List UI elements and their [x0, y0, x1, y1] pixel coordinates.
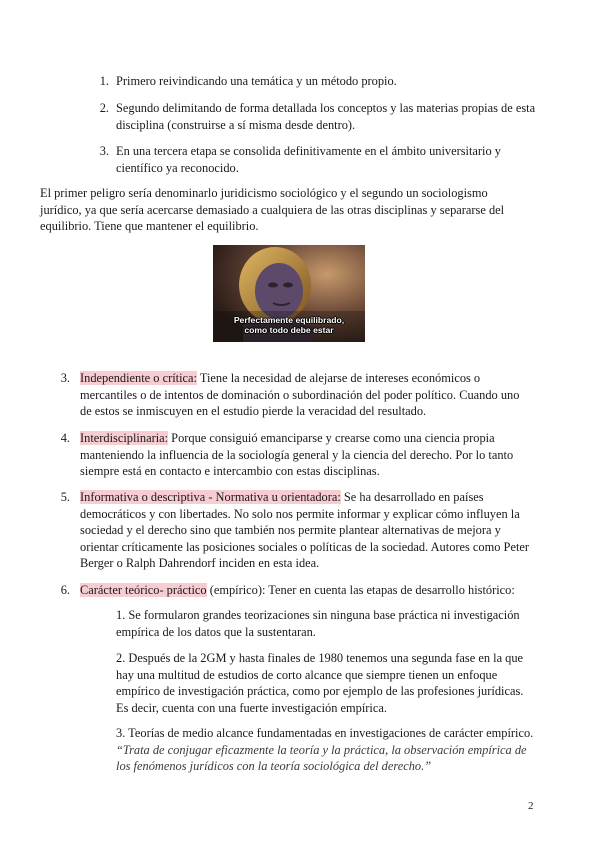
list-number: 2. [99, 101, 109, 115]
highlighted-term: Informativa o descriptiva - Normativa u orientadora: [80, 490, 341, 504]
meme-image [213, 245, 365, 342]
list-item-text: Independiente o crítica: Tiene la necesidad de alejarse de intereses económicos o mercantiles o de intentos de dominación o subordinación del poder político. Cuando uno de estos se inmiscuyen en el estudio pierde la veracidad del resultado. [80, 371, 520, 418]
list-number: 5. [60, 490, 70, 504]
body-paragraph: El primer peligro sería denominarlo juridicismo sociológico y el segundo un sociologismo jurídico, ya que sería acercarse demasiado a cualquiera de las otras disciplinas y separarse del equilibrio. Tiene que mantener el equilibrio. [40, 186, 505, 233]
list-number: 6. [60, 583, 70, 597]
list-item-text: Informativa o descriptiva - Normativa u orientadora: Se ha desarrollado en países democráticos y con libertades. No solo nos permite informar y explicar cómo influyen la sociedad y el derecho sino que también nos permite plantear alternativas de mejora y orientar críticamente las posiciones sociales o políticas de la sociedad. Autores como Peter Berger o Ralph Dahrendorf inciden en esta idea. [80, 490, 530, 570]
list-item-text: Primero reivindicando una temática y un método propio. [116, 74, 397, 88]
list-item-text: Interdisciplinaria: Porque consiguió emanciparse y crearse como una ciencia propia manteniendo la influencia de la sociología general y la ciencia del derecho. Por lo tanto siempre está en contacto e intercambio con estas disciplinas. [80, 431, 514, 478]
list-number: 3. [99, 144, 109, 158]
list-item-text: En una tercera etapa se consolida definitivamente en el ámbito universitario y científico ya reconocido. [116, 144, 501, 175]
list-number: 4. [60, 431, 70, 445]
list-number: 1. [99, 74, 109, 88]
meme-caption: Perfectamente equilibrado, como todo debe estar [233, 315, 345, 335]
phase-paragraph: 3. Teorías de medio alcance fundamentadas en investigaciones de carácter empírico. “Trata de conjugar eficazmente la teoría y la práctica, la observación empírica de los fenómenos jurídicos con la teoría sociológica del derecho.” [116, 726, 534, 773]
highlighted-term: Interdisciplinaria: [80, 431, 169, 445]
page-number: 2 [528, 800, 534, 812]
highlighted-term: Carácter teórico- práctico [80, 583, 207, 597]
list-item-text: Carácter teórico- práctico (empírico): Tener en cuenta las etapas de desarrollo histórico: [80, 583, 515, 597]
highlighted-term: Independiente o crítica: [80, 371, 197, 385]
quote-text: “Trata de conjugar eficazmente la teoría y la práctica, la observación empírica de los fenómenos jurídicos con la teoría sociológica del derecho.” [116, 742, 527, 773]
list-item-text: Segundo delimitando de forma detallada los conceptos y las materias propias de esta disciplina (construirse a sí misma desde dentro). [116, 101, 536, 132]
phase-paragraph: 2. Después de la 2GM y hasta finales de 1980 tenemos una segunda fase en la que hay una multitud de estudios de corto alcance que siempre tienen un enfoque empírico de investigación práctica, como por ejemplo de las profesiones jurídicas. Es decir, cuenta con una fuerte investigación empírica. [116, 651, 524, 715]
list-number: 3. [60, 371, 70, 385]
phase-paragraph: 1. Se formularon grandes teorizaciones sin ninguna base práctica ni investigación empírica de los datos que la sustentaran. [116, 608, 520, 639]
